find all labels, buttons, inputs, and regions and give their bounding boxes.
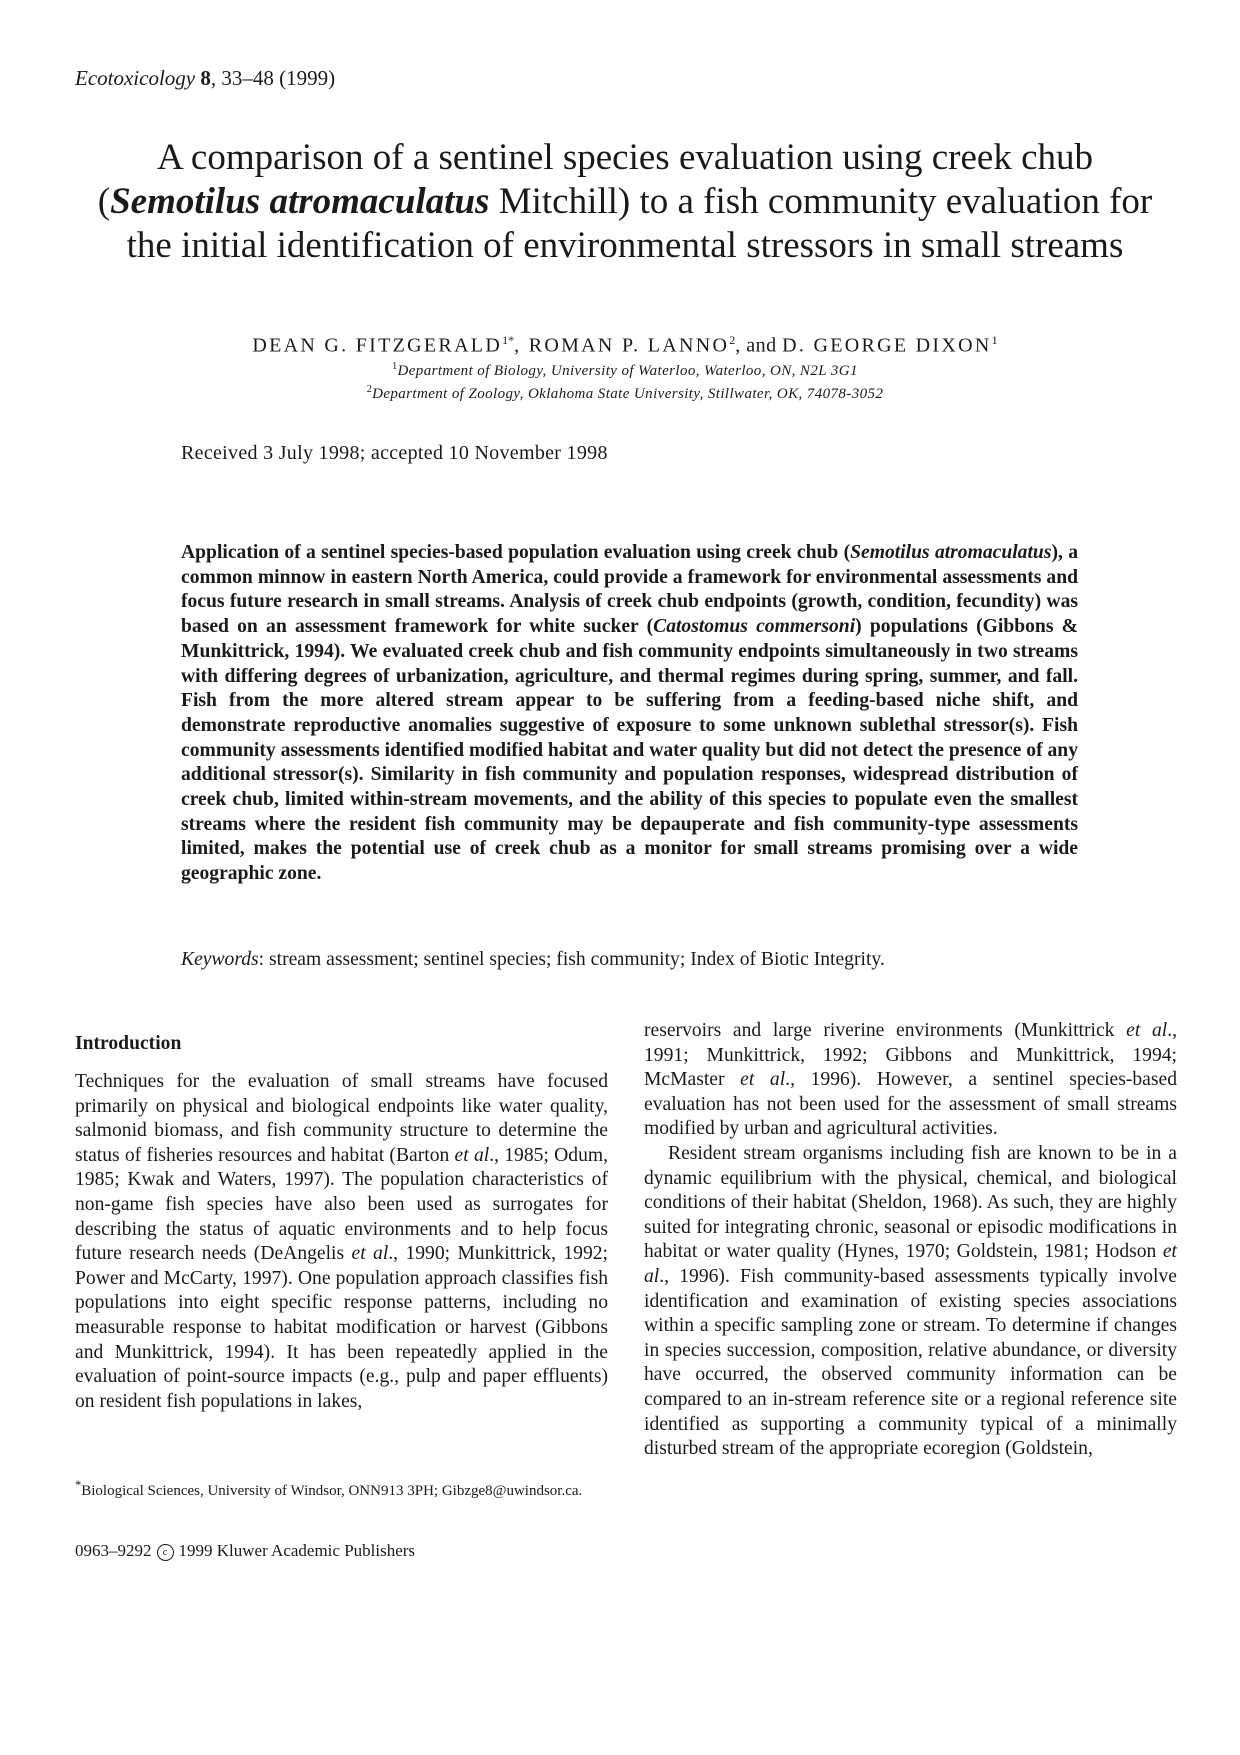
title-part-1: A comparison of a sentinel species evaluation using creek chub (: [97, 137, 1094, 222]
body-text: Techniques for the evaluation of small streams have focused primarily on physical and biological endpoints like water quality, salmonid biomass, and fish community structure to determine the status of fisheries resources and habitat (Barton: [75, 1071, 608, 1166]
abstract-text-3: ) populations (Gibbons & Munkittrick, 1994). We evaluated creek chub and fish community endpoints simultaneously in two streams with differing degrees of urbanization, agriculture, and thermal regimes during spring, summer, and fall. Fish from the more altered stream appear to be suffering from a feeding-based niche shift, and demonstrate reproductive anomalies suggestive of exposure to some unknown sublethal stressor(s). Fish community assessments identified modified habitat and water quality but did not detect the presence of any additional stressor(s). Similarity in fish community and population responses, widespread distribution of creek chub, limited within-stream movements, and the ability of this species to populate even the smallest streams where the resident fish community may be depauperate and fish community-type assessments limited, makes the potential use of creek chub as a monitor for small streams promising over a wide geographic zone.: [181, 616, 1078, 885]
author-3-affil-mark: 1: [991, 333, 998, 347]
body-italic: et al: [740, 1069, 786, 1091]
right-column: [644, 1019, 1177, 1462]
body-text: reservoirs and large riverine environments (Munkittrick: [644, 1020, 1127, 1041]
author-fitzgerald: DEAN G. FITZGERALD: [252, 334, 503, 357]
intro-paragraph-1: [75, 1070, 608, 1414]
publisher: 1999 Kluwer Academic Publishers: [178, 1541, 416, 1560]
author-separator: ,: [514, 334, 529, 357]
body-text: ., 1991; Munkittrick, 1992; Gibbons and Munkittrick, 1994; McMaster: [644, 1020, 1177, 1091]
author-1-affil-mark: 1*: [502, 333, 515, 347]
copyright-icon: c: [157, 1544, 174, 1561]
copyright-line: [75, 1541, 415, 1561]
abstract-species-1: Semotilus atromaculatus: [850, 542, 1052, 563]
affiliation-1-mark: 1: [392, 361, 398, 372]
body-text: ., 1990; Munkittrick, 1992; Power and McCarty, 1997). One population approach classifies fish populations into eight specific response patterns, including no measurable response to habitat modification or harvest (Gibbons and Munkittrick, 1994). It has been repeatedly applied in the evaluation of point-source impacts (e.g., pulp and paper effluents) on resident fish populations in lakes,: [75, 1243, 608, 1412]
affiliation-2: [0, 384, 1240, 403]
section-heading-introduction: Introduction: [75, 1033, 182, 1054]
affiliation-2-text: Department of Zoology, Oklahoma State University, Stillwater, OK, 74078-3052: [372, 386, 884, 402]
footnote-mark: *: [75, 1478, 82, 1492]
body-italic: et al: [1126, 1020, 1168, 1041]
body-text: ., 1996). However, a sentinel species-based evaluation has not been used for the assessment of small streams modified by urban and agricultural activities.: [644, 1069, 1177, 1140]
abstract: [181, 541, 1078, 887]
issn: 0963–9292: [75, 1541, 152, 1560]
author-list: [0, 333, 1240, 358]
keywords-label: Keywords: [181, 949, 259, 970]
journal-pages-year: , 33–48 (1999): [210, 66, 336, 90]
title-part-2: Mitchill) to a fish community evaluation for the initial identification of environmental stressors in small streams: [126, 181, 1153, 266]
footnote-text: Biological Sciences, University of Windsor, ONN913 3PH; Gibzge8@uwindsor.ca.: [81, 1483, 583, 1499]
affiliation-1-text: Department of Biology, University of Waterloo, Waterloo, ON, N2L 3G1: [397, 363, 858, 379]
abstract-text-2: ), a common minnow in eastern North America, could provide a framework for environmental assessments and focus future research in small streams. Analysis of creek chub endpoints (growth, condition, fecundity) was based on an assessment framework for white sucker (: [181, 542, 1079, 638]
title-species: Semotilus atromaculatus: [110, 181, 490, 222]
body-italic: et al: [454, 1144, 490, 1166]
abstract-text-1: Application of a sentinel species-based population evaluation using creek chub (: [181, 542, 851, 563]
left-column: [75, 1070, 608, 1414]
received-dates: Received 3 July 1998; accepted 10 November 1998: [181, 442, 608, 464]
affiliation-1: [0, 361, 1240, 380]
body-italic: et al: [644, 1241, 1177, 1287]
body-text: Resident stream organisms including fish are known to be in a dynamic equilibrium with the physical, chemical, and biological conditions of their habitat (Sheldon, 1968). As such, they are highly suited for integrating chronic, seasonal or episodic modifications in habitat or water quality (Hynes, 1970; Goldstein, 1981; Hodson: [644, 1142, 1177, 1263]
intro-paragraph-1-continued: [644, 1019, 1177, 1142]
author-separator-and: , and: [735, 334, 783, 357]
journal-name: Ecotoxicology: [75, 66, 196, 90]
journal-citation: [75, 66, 335, 91]
affiliation-2-mark: 2: [366, 384, 373, 395]
author-2-affil-mark: 2: [729, 333, 736, 347]
body-text: ., 1985; Odum, 1985; Kwak and Waters, 1997). The population characteristics of non-game fish species have also been used as surrogates for describing the status of aquatic environments and to help focus future research needs (DeAngelis: [75, 1144, 609, 1265]
paper-title: [80, 136, 1170, 268]
author-lanno: ROMAN P. LANNO: [528, 334, 730, 357]
body-italic: et al: [351, 1243, 389, 1265]
intro-paragraph-2: [644, 1142, 1177, 1462]
keywords: [181, 949, 885, 971]
body-text: ., 1996). Fish community-based assessments typically involve identification and examination of existing species associations within a specific sampling zone or stream. To determine if changes in species succession, composition, relative abundance, or diversity have occurred, the observed community information can be compared to an in-stream reference site or a regional reference site identified as supporting a community typical of a minimally disturbed stream of the appropriate ecoregion (Goldstein,: [644, 1265, 1177, 1460]
journal-volume: 8: [200, 66, 211, 90]
keywords-text: : stream assessment; sentinel species; fish community; Index of Biotic Integrity.: [258, 949, 885, 970]
author-footnote: [75, 1475, 608, 1503]
abstract-species-2: Catostomus commersoni: [653, 616, 856, 638]
author-dixon: D. GEORGE DIXON: [782, 334, 992, 357]
